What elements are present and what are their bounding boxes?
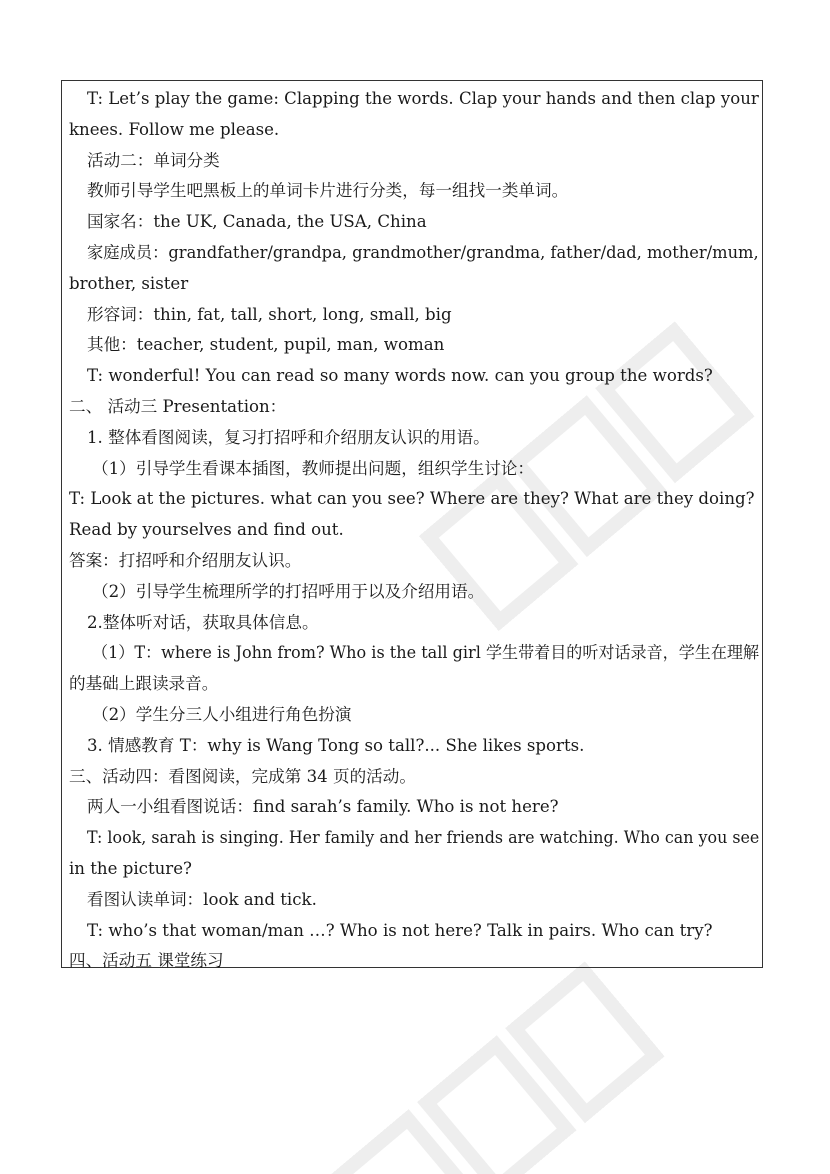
text-line: 的基础上跟读录音。 — [69, 674, 219, 694]
text-line: 看图认读单词：look and tick. — [87, 889, 317, 909]
text-line: （1）引导学生看课本插图，教师提出问题，组织学生讨论： — [92, 458, 534, 478]
text-line: （2）引导学生梳理所学的打招呼用于以及介绍用语。 — [92, 581, 485, 601]
text-line: in the picture? — [69, 859, 192, 878]
text-line: T: Look at the pictures. what can you see? Where are they? What are they doing? — [69, 489, 755, 509]
text-line: knees. Follow me please. — [69, 119, 280, 139]
text-line: Read by yourselves and find out. — [69, 520, 344, 540]
text-line: 答案：打招呼和介绍朋友认识。 — [69, 551, 302, 570]
text-line: T: look, sarah is singing. Her family and her friends are watching. Who can you see — [87, 828, 760, 848]
text-line: 活动二：单词分类 — [87, 150, 220, 170]
text-line: T: wonderful! You can read so many words now. can you group the words? — [87, 366, 713, 386]
text-line: 四、活动五 课堂练习 — [69, 951, 224, 971]
text-line: 形容词：thin, fat, tall, short, long, small, big — [87, 304, 452, 324]
text-line: 家庭成员：grandfather/grandpa, grandmother/grandma, father/dad, mother/mum, — [87, 243, 759, 262]
text-line: 其他：teacher, student, pupil, man, woman — [87, 335, 445, 355]
text-line: brother, sister — [69, 273, 189, 293]
text-line: 两人一小组看图说话：find sarah’s family. Who is not here? — [87, 797, 559, 817]
text-line: T: Let’s play the game: Clapping the words. Clap your hands and then clap your — [87, 89, 759, 108]
text-line: 1. 整体看图阅读，复习打招呼和介绍朋友认识的用语。 — [87, 427, 490, 447]
text-line: 教师引导学生吧黑板上的单词卡片进行分类，每一组找一类单词。 — [87, 181, 569, 201]
text-line: 3. 情感教育 T：why is Wang Tong so tall?... She likes sports. — [87, 735, 585, 755]
text-line: （2）学生分三人小组进行角色扮演 — [92, 705, 352, 724]
text-line: （1）T：where is John from? Who is the tall girl 学生带着目的听对话录音，学生在理解 — [92, 643, 760, 663]
text-line: 三、活动四：看图阅读，完成第 34 页的活动。 — [69, 766, 416, 786]
text-line: 国家名：the UK, Canada, the USA, China — [87, 212, 427, 232]
text-line: 二、 活动三 Presentation： — [69, 397, 287, 416]
text-line: T: who’s that woman/man …? Who is not here? Talk in pairs. Who can try? — [87, 920, 713, 940]
text-line: 2.整体听对话，获取具体信息。 — [87, 612, 319, 632]
